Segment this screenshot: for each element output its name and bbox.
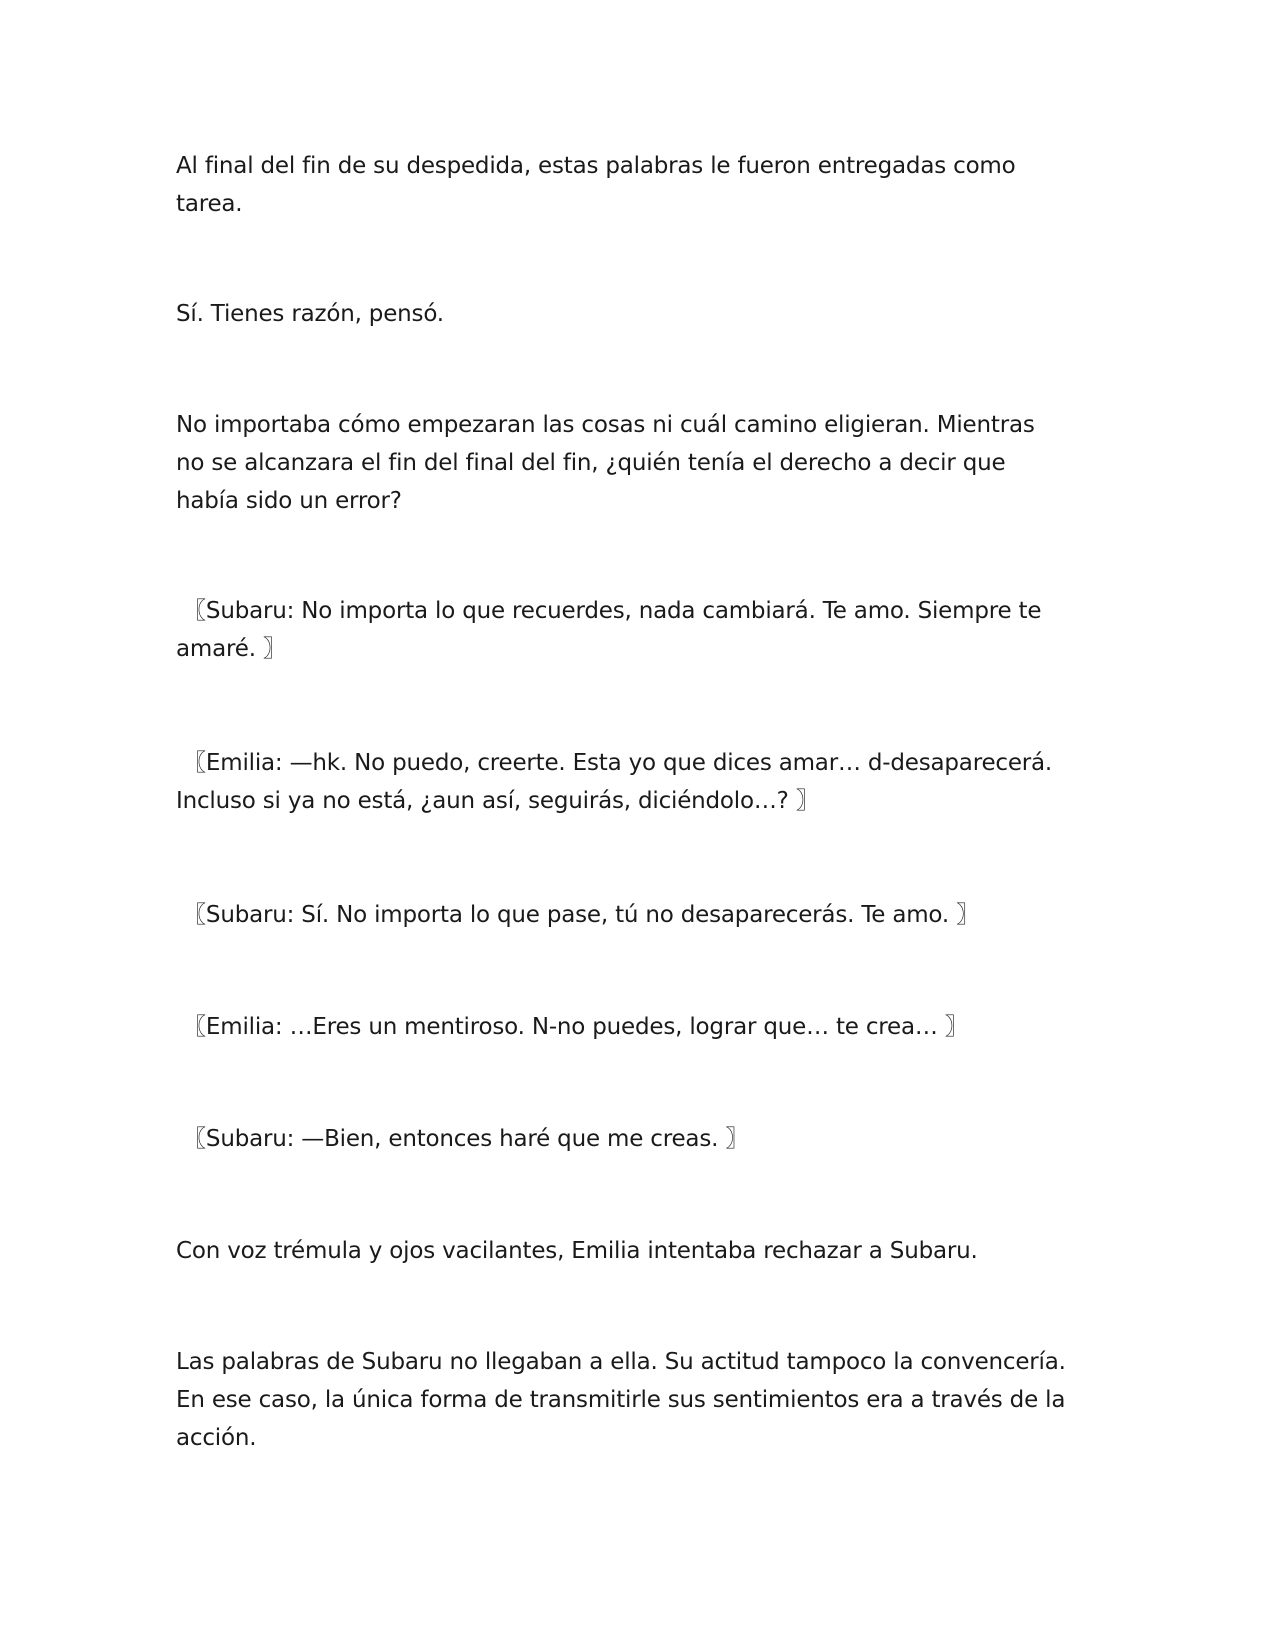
dialogue-subaru-3: 〖Subaru: —Bien, entonces haré que me creas. 〗 [176, 1126, 749, 1152]
paragraph-1: Al final del fin de su despedida, estas palabras le fueron entregadas como tarea. [176, 153, 1016, 217]
dialogue-emilia-1: 〖Emilia: —hk. No puedo, creerte. Esta yo que dices amar… d-desaparecerá. Incluso si ya no está, ¿aun así, seguirás, diciéndolo…? 〗 [176, 750, 1053, 814]
dialogue-subaru-1: 〖Subaru: No importa lo que recuerdes, nada cambiará. Te amo. Siempre te amaré. 〗 [176, 598, 1042, 662]
paragraph-9: Con voz trémula y ojos vacilantes, Emilia intentaba rechazar a Subaru. [176, 1238, 978, 1264]
dialogue-subaru-2: 〖Subaru: Sí. No importa lo que pase, tú no desaparecerás. Te amo. 〗 [176, 902, 979, 928]
paragraph-10: Las palabras de Subaru no llegaban a ella. Su actitud tampoco la convencería. En ese caso, la única forma de transmitirle sus sentimientos era a través de la acción. [176, 1349, 1066, 1451]
dialogue-emilia-2: 〖Emilia: …Eres un mentiroso. N-no puedes, lograr que… te crea… 〗 [176, 1014, 968, 1040]
paragraph-3: No importaba cómo empezaran las cosas ni cuál camino eligieran. Mientras no se alcanzara el fin del final del fin, ¿quién tenía el derecho a decir que había sido un error? [176, 412, 1035, 514]
paragraph-2: Sí. Tienes razón, pensó. [176, 301, 444, 327]
